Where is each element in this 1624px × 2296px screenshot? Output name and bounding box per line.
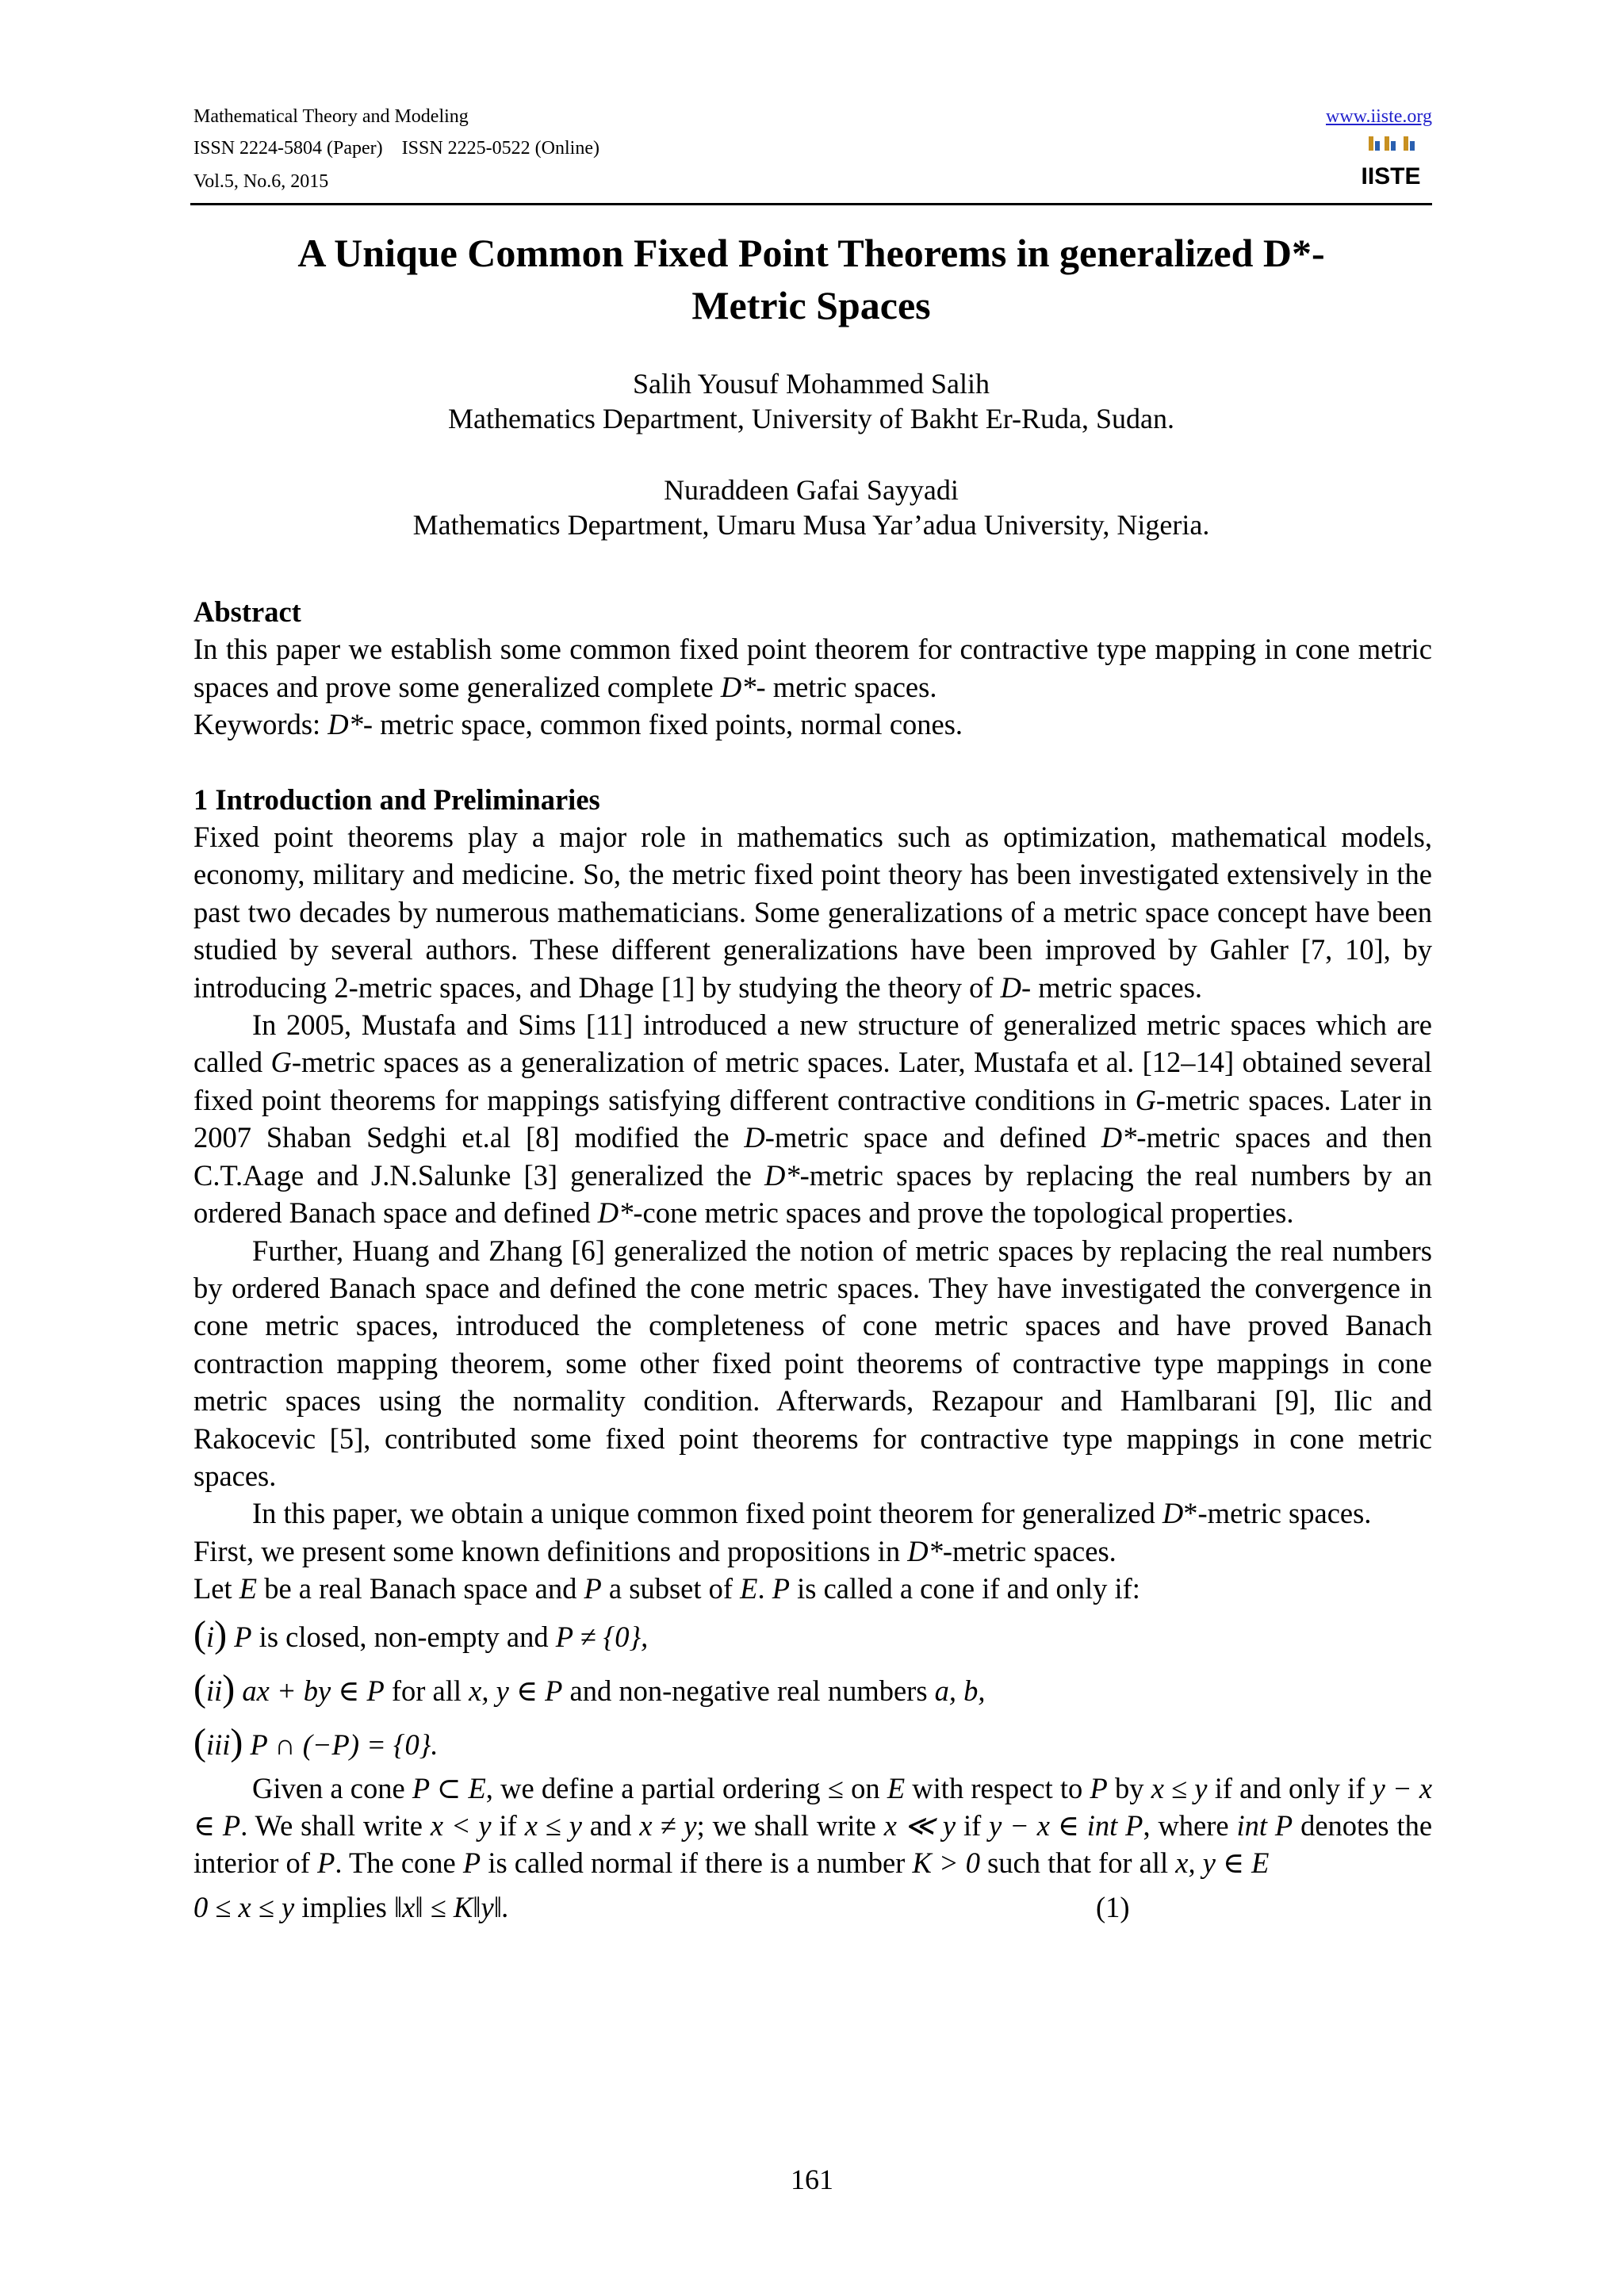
abstract-heading: Abstract [193,595,301,628]
intro-paragraph-1: Fixed point theorems play a major role in mathematics such as optimization, mathematical models, economy, military and medicine. So, the metric fixed point theory has been investigated extensively in the past two decades by numerous mathematicians. Some generalizations of a metric space concept have been studied by several authors. These different generalizations have been improved by Gahler [7, 10], by introducing 2-metric spaces, and Dhage [1] by studying the theory of D- metric spaces. [193,821,1432,1004]
section-heading: 1 Introduction and Preliminaries [193,783,600,816]
cone-condition-i: (i) P is closed, non-empty and P ≠ {0}, [193,1613,649,1655]
author-affiliation: Mathematics Department, University of Bakht Er-Ruda, Sudan. [447,403,1175,434]
page-number: 161 [791,2164,833,2195]
volume-line: Vol.5, No.6, 2015 [193,171,329,192]
intro-paragraph-2: In 2005, Mustafa and Sims [11] introduced a new structure of generalized metric spaces which are called G-metric spaces as a generalization of metric spaces. Later, Mustafa et al. [12–14] obtained several fixed point theorems for mappings satisfying different contractive conditions in G-metric spaces. Later in 2007 Shaban Sedghi et.al [8] modified the D-metric space and defined D*-metric spaces and then C.T.Aage and J.N.Salunke [3] generalized the D*-metric spaces by replacing the real numbers by an ordered Banach space and defined D*-cone metric spaces and prove the topological properties. [193,1008,1432,1230]
logo-bar-6 [1410,141,1415,151]
author-name: Salih Yousuf Mohammed Salih [632,368,990,400]
paper-title [190,227,1432,331]
intro-paragraph-5: First, we present some known definitions and propositions in D*-metric spaces. [193,1534,1116,1567]
intro-paragraph-3: Further, Huang and Zhang [6] generalized the notion of metric spaces by replacing the real numbers by ordered Banach space and defined the cone metric spaces. They have investigated the convergence in cone metric spaces, introduced the completeness of cone metric spaces and have proved Banach contraction mapping theorem, some other fixed point theorems of contractive type mappings in cone metric spaces using the normality condition. Afterwards, Rezapour and Hamlbarani [9], Ilic and Rakocevic [5], contributed some fixed point theorems for contractive type mappings in cone metric spaces. [193,1234,1432,1492]
journal-url-link[interactable]: www.iiste.org [1326,106,1432,127]
logo-bar-3 [1385,136,1389,151]
author-block-1 [190,366,1432,436]
title-line-1: A Unique Common Fixed Point Theorems in generalized D*- [297,231,1325,275]
abstract-text: In this paper we establish some common fixed point theorem for contractive type mapping in cone metric spaces and prove some generalized complete D*- metric spaces. [193,633,1432,703]
paper-body [193,593,1432,1933]
issn-line: ISSN 2224-5804 (Paper) ISSN 2225-0522 (Online) [193,138,599,159]
equation-1: 0 ≤ x ≤ y implies ‖x‖ ≤ K‖y‖. (1) [193,1882,1432,1933]
author-affiliation: Mathematics Department, Umaru Musa Yar’adua University, Nigeria. [412,509,1210,541]
header-rule [190,203,1432,205]
equation-number: (1) [1096,1890,1130,1923]
spacer [193,744,1432,781]
cone-condition-ii: (ii) ax + by ∈ P for all x, y ∈ P and non-negative real numbers a, b, [193,1667,986,1709]
iiste-logo [1361,135,1421,192]
author-name: Nuraddeen Gafai Sayyadi [664,474,959,506]
cone-condition-iii: (iii) P ∩ (−P) = {0}. [193,1720,439,1763]
logo-bar-4 [1391,141,1396,151]
logo-bar-1 [1369,136,1373,151]
keywords: Keywords: D*- metric space, common fixed points, normal cones. [193,708,963,741]
partial-ordering-paragraph: Given a cone P ⊂ E, we define a partial ordering ≤ on E with respect to P by x ≤ y if and only if y − x ∈ P. We shall write x < y if x ≤ y and x ≠ y; we shall write x ≪ y if y − x ∈ int P, where int P denotes the interior of P. The cone P is called normal if there is a number K > 0 such that for all x, y ∈ E [193,1771,1433,1880]
logo-bar-2 [1375,141,1380,151]
intro-paragraph-4: In this paper, we obtain a unique common fixed point theorem for generalized D*-metric spaces. [252,1497,1372,1530]
title-line-2: Metric Spaces [691,283,931,327]
journal-name: Mathematical Theory and Modeling [193,106,469,127]
author-block-2 [190,473,1432,542]
logo-bar-5 [1404,136,1408,151]
logo-text: IISTE [1361,163,1421,189]
cone-definition-intro: Let E be a real Banach space and P a subset of E. P is called a cone if and only if: [193,1572,1140,1605]
